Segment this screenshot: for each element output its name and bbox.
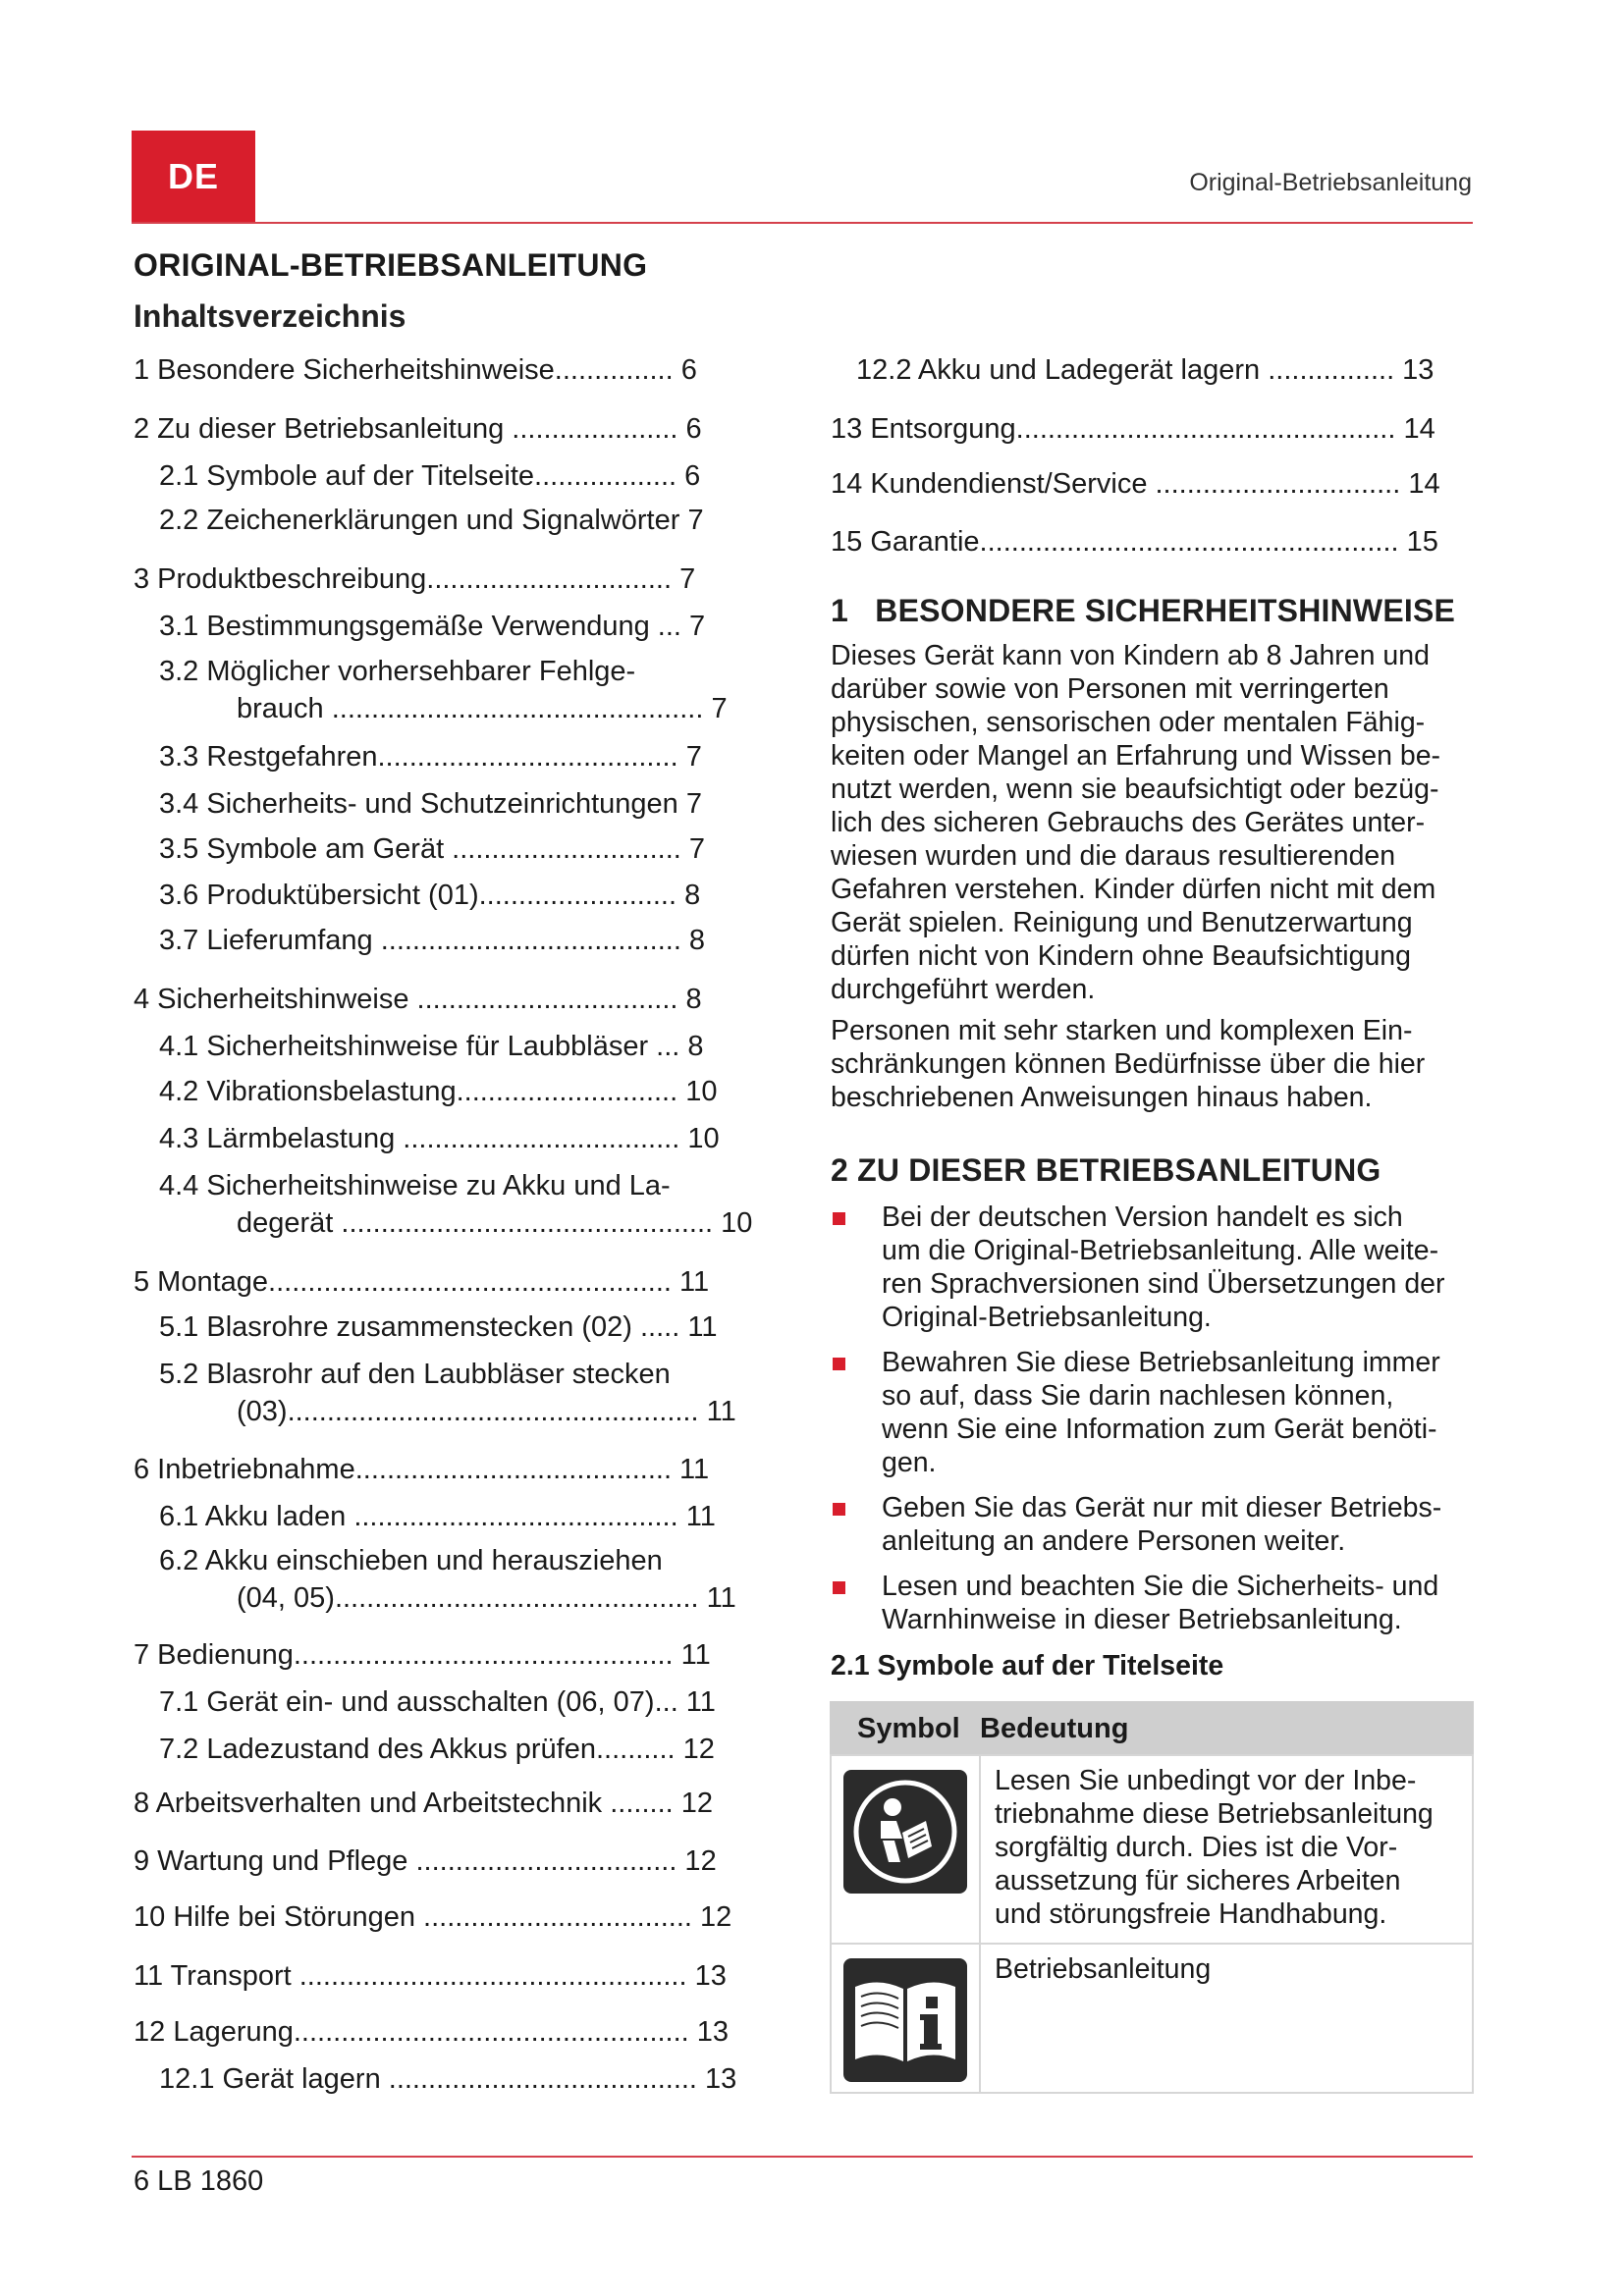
bullet-square-icon xyxy=(833,1581,845,1594)
toc-entry[interactable]: 12.2 Akku und Ladegerät lagern ................ 13 xyxy=(856,354,1435,386)
toc-entry[interactable]: 12.1 Gerät lagern ....................................... 13 xyxy=(159,2063,737,2095)
toc-entry[interactable]: 8 Arbeitsverhalten und Arbeitstechnik ........ 12 xyxy=(134,1788,714,1819)
bullet-item: Geben Sie das Gerät nur mit dieser Betriebs- anleitung an andere Personen weiter. xyxy=(831,1491,1475,1558)
section-1 xyxy=(831,593,1475,1114)
toc-entry[interactable]: 7.1 Gerät ein- und ausschalten (06, 07)... 11 xyxy=(159,1686,716,1718)
table-row xyxy=(831,1755,1473,1944)
toc-entry[interactable]: 3.2 Möglicher vorhersehbarer Fehlge- xyxy=(159,656,636,687)
toc-entry[interactable]: 5 Montage................................................... 11 xyxy=(134,1266,710,1298)
toc-entry[interactable]: 3.1 Bestimmungsgemäße Verwendung ... 7 xyxy=(159,611,706,642)
manual-info-icon xyxy=(843,1958,967,2082)
document-title: ORIGINAL-BETRIEBSANLEITUNG xyxy=(134,247,648,283)
toc-entry[interactable]: 5.2 Blasrohr auf den Laubbläser stecken xyxy=(159,1359,671,1390)
toc-entry[interactable]: 6.1 Akku laden ......................................... 11 xyxy=(159,1501,716,1532)
bullet-square-icon xyxy=(833,1212,845,1225)
toc-title: Inhaltsverzeichnis xyxy=(134,298,406,334)
table-row xyxy=(831,1944,1473,2093)
toc-entry[interactable]: 14 Kundendienst/Service ............................... 14 xyxy=(831,468,1440,500)
toc-entry-continuation[interactable]: brauch ............................................... 7 xyxy=(237,693,728,724)
toc-entry[interactable]: 15 Garantie..................................................... 15 xyxy=(831,526,1438,558)
language-badge: DE xyxy=(132,131,255,223)
toc-entry[interactable]: 3.6 Produktübersicht (01)......................... 8 xyxy=(159,880,701,911)
footer-rule xyxy=(132,2156,1473,2158)
toc-entry[interactable]: 4.4 Sicherheitshinweise zu Akku und La- xyxy=(159,1170,671,1201)
section-1-heading: 1 BESONDERE SICHERHEITSHINWEISE xyxy=(831,593,1456,628)
toc-entry[interactable]: 4.1 Sicherheitshinweise für Laubbläser ... 8 xyxy=(159,1031,704,1062)
toc-entry[interactable]: 1 Besondere Sicherheitshinweise............... 6 xyxy=(134,354,697,386)
toc-entry[interactable]: 3.3 Restgefahren...................................... 7 xyxy=(159,741,702,773)
symbol-cell xyxy=(831,1944,980,2093)
toc-entry[interactable]: 3.5 Symbole am Gerät ............................. 7 xyxy=(159,833,706,865)
toc-entry[interactable]: 2.1 Symbole auf der Titelseite.................. 6 xyxy=(159,460,701,492)
bullet-item: Bewahren Sie diese Betriebsanleitung immer so auf, dass Sie darin nachlesen können, wenn Sie eine Information zum Gerät benöti- gen. xyxy=(831,1346,1475,1479)
header-title: Original-Betriebsanleitung xyxy=(1189,169,1472,196)
toc-entry[interactable]: 4.2 Vibrationsbelastung............................ 10 xyxy=(159,1076,718,1107)
symbol-table xyxy=(830,1701,1474,2094)
section-2-heading: 2 ZU DIESER BETRIEBSANLEITUNG xyxy=(831,1152,1381,1188)
toc-entry[interactable]: 5.1 Blasrohre zusammenstecken (02) ..... 11 xyxy=(159,1311,718,1343)
section-1-paragraph-2: Personen mit sehr starken und komplexen Ein- schränkungen können Bedürfnisse über die hier beschriebenen Anweisungen hinaus haben. xyxy=(831,1015,1426,1113)
section-2-bullet-list xyxy=(831,1201,1475,1636)
toc-entry[interactable]: 10 Hilfe bei Störungen .................................. 12 xyxy=(134,1901,732,1933)
column-header-meaning: Bedeutung xyxy=(980,1702,1473,1755)
toc-entry[interactable]: 11 Transport ................................................. 13 xyxy=(134,1960,727,1992)
section-1-paragraph-1: Dieses Gerät kann von Kindern ab 8 Jahren und darüber sowie von Personen mit verringerten physischen, sensorischen oder mentalen Fähig- keiten oder Mangel an Erfahrung und Wissen be- nutzt werden, wenn sie beaufsichtigt oder bezüg- lich des sicheren Gebrauchs des Gerätes unter- wiesen wurden und die daraus resultierenden Gefahren verstehen. Kinder dürfen nicht mit dem Gerät spielen. Reinigung und Benutzerwartung dürfen nicht von Kindern ohne Beaufsichtigung durchgeführt werden. xyxy=(831,640,1441,1005)
toc-entry[interactable]: 3.4 Sicherheits- und Schutzeinrichtungen 7 xyxy=(159,788,702,820)
toc-entry[interactable]: 9 Wartung und Pflege ................................. 12 xyxy=(134,1845,717,1877)
bullet-square-icon xyxy=(833,1503,845,1516)
toc-entry[interactable]: 12 Lagerung.................................................. 13 xyxy=(134,2016,730,2048)
bullet-item: Bei der deutschen Version handelt es sich um die Original-Betriebsanleitung. Alle weite- ren Sprachversionen sind Übersetzungen der Original-Betriebsanleitung. xyxy=(831,1201,1475,1334)
read-manual-icon xyxy=(843,1770,967,1894)
toc-entry[interactable]: 6.2 Akku einschieben und herausziehen xyxy=(159,1545,663,1576)
toc-entry[interactable]: 2 Zu dieser Betriebsanleitung ..................... 6 xyxy=(134,413,702,445)
toc-entry[interactable]: 7.2 Ladezustand des Akkus prüfen.......... 12 xyxy=(159,1734,715,1765)
section-2 xyxy=(831,1152,1475,1682)
toc-entry[interactable]: 2.2 Zeichenerklärungen und Signalwörter 7 xyxy=(159,505,704,536)
symbol-table-header xyxy=(831,1702,1473,1755)
column-header-symbol: Symbol xyxy=(831,1702,980,1755)
toc-entry[interactable]: 4.3 Lärmbelastung ................................... 10 xyxy=(159,1123,720,1154)
toc-entry-continuation[interactable]: (04, 05).............................................. 11 xyxy=(237,1582,736,1614)
symbol-cell xyxy=(831,1755,980,1944)
toc-entry[interactable]: 3 Produktbeschreibung............................... 7 xyxy=(134,563,696,595)
toc-entry[interactable]: 6 Inbetriebnahme........................................ 11 xyxy=(134,1454,710,1485)
toc-entry[interactable]: 3.7 Lieferumfang ...................................... 8 xyxy=(159,925,706,956)
bullet-square-icon xyxy=(833,1358,845,1370)
toc-entry[interactable]: 13 Entsorgung................................................ 14 xyxy=(831,413,1435,445)
meaning-cell: Lesen Sie unbedingt vor der Inbe- triebnahme diese Betriebsanleitung sorgfältig durch. Dies ist die Vor- aussetzung für sicheres Arbeiten und störungsfreie Handhabung. xyxy=(980,1755,1473,1944)
toc-entry[interactable]: 4 Sicherheitshinweise ................................. 8 xyxy=(134,984,702,1015)
footer-page-label: 6 LB 1860 xyxy=(134,2165,264,2197)
toc-entry[interactable]: 7 Bedienung................................................ 11 xyxy=(134,1639,711,1671)
header-rule xyxy=(132,222,1473,224)
section-2-1-heading: 2.1 Symbole auf der Titelseite xyxy=(831,1650,1224,1682)
toc-entry-continuation[interactable]: degerät ............................................... 10 xyxy=(237,1207,753,1239)
meaning-cell: Betriebsanleitung xyxy=(980,1944,1473,2093)
bullet-item: Lesen und beachten Sie die Sicherheits- und Warnhinweise in dieser Betriebsanleitung. xyxy=(831,1570,1475,1636)
toc-entry-continuation[interactable]: (03).................................................... 11 xyxy=(237,1396,736,1427)
